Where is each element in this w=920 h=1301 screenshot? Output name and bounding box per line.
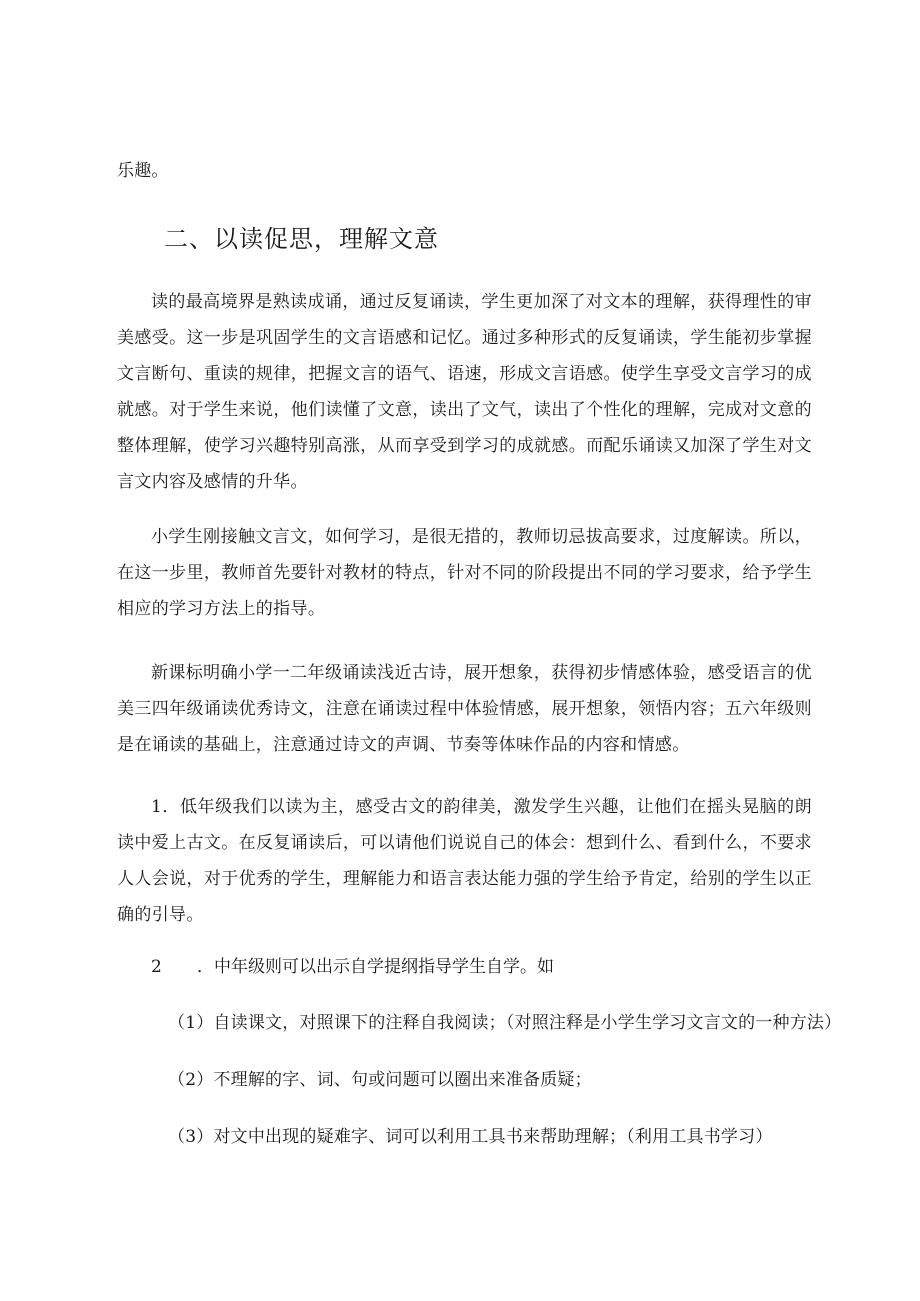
paragraph-3: 新课标明确小学一二年级诵读浅近古诗，展开想象，获得初步情感体验，感受语言的优美三四年级诵读优秀诗文，注意在诵读过程中体验情感，展开想象，领悟内容；五六年级则是在诵读的基础上，注意通过诗文的声调、节奏等体味作品的内容和情感。 bbox=[117, 663, 812, 755]
paragraph-4-item-1: 1．低年级我们以读为主，感受古文的韵律美，激发学生兴趣，让他们在摇头晃脑的朗读中爱上古文。在反复诵读后，可以请他们说说自己的体会：想到什么、看到什么，不要求人人会说，对于优秀的学生，理解能力和语言表达能力强的学生给予肯定，给别的学生以正确的引导。 bbox=[117, 797, 812, 925]
item-2-text: ．中年级则可以出示自学提纲指导学生自学。如 bbox=[197, 957, 554, 977]
carryover-text: 乐趣。 bbox=[117, 161, 169, 181]
section-heading: 二、以读促思，理解文意 bbox=[164, 225, 439, 253]
item-2-number: 2 bbox=[151, 957, 162, 977]
item-2 bbox=[151, 955, 554, 979]
sub-item-3: （3）对文中出现的疑难字、词可以利用工具书来帮助理解；（利用工具书学习） bbox=[168, 1127, 773, 1147]
sub-item-1: （1）自读课文，对照课下的注释自我阅读；（对照注释是小学生学习文言文的一种方法） bbox=[168, 1013, 842, 1033]
sub-item-2: （2）不理解的字、词、句或问题可以圈出来准备质疑； bbox=[168, 1070, 592, 1090]
paragraph-2: 小学生刚接触文言文，如何学习，是很无措的，教师切忌拔高要求，过度解读。所以，在这一步里，教师首先要针对教材的特点，针对不同的阶段提出不同的学习要求，给予学生相应的学习方法上的指导。 bbox=[117, 527, 812, 619]
paragraph-1: 读的最高境界是熟读成诵，通过反复诵读，学生更加深了对文本的理解，获得理性的审美感受。这一步是巩固学生的文言语感和记忆。通过多种形式的反复诵读，学生能初步掌握文言断句、重读的规律，把握文言的语气、语速，形成文言语感。使学生享受文言学习的成就感。对于学生来说，他们读懂了文意，读出了文气，读出了个性化的理解，完成对文意的整体理解，使学习兴趣特别高涨，从而享受到学习的成就感。而配乐诵读又加深了学生对文言文内容及感情的升华。 bbox=[117, 292, 812, 492]
